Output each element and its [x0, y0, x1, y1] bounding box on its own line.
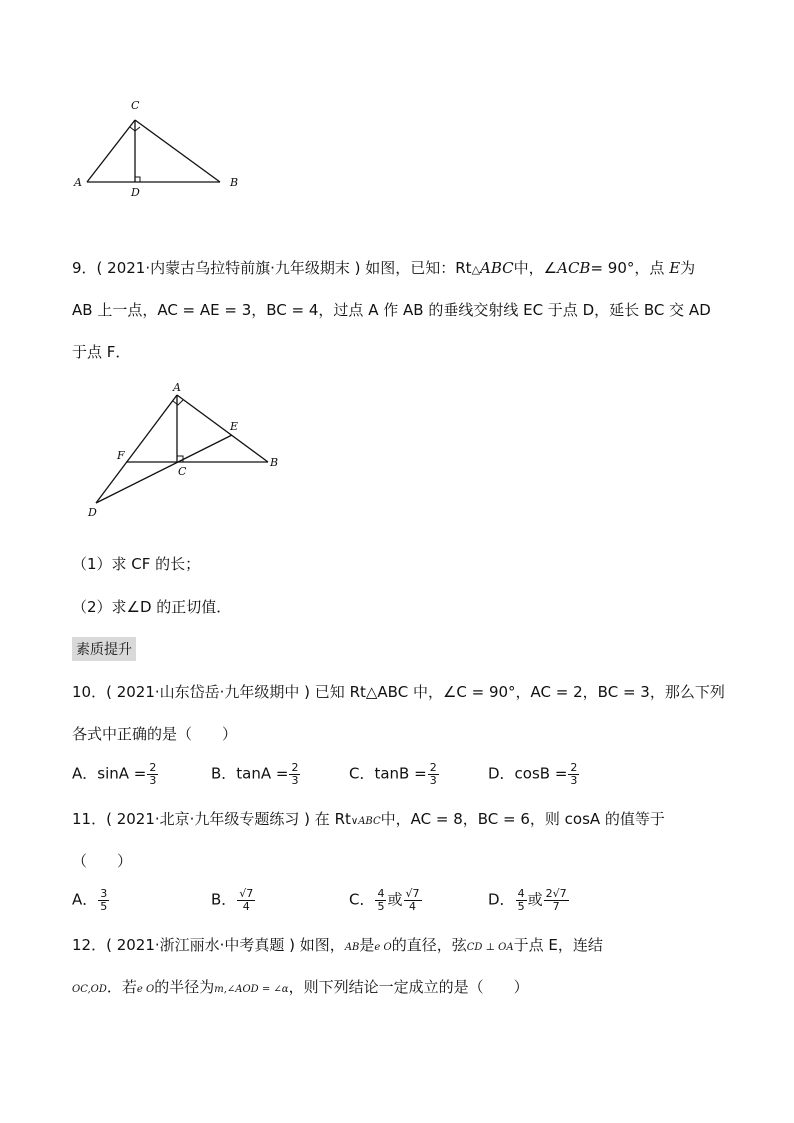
label-c: C — [131, 99, 140, 112]
q12-line1-pre: 12．( 2021·浙江丽水·中考真题 ) 如图， — [72, 936, 345, 954]
fraction-numerator: 2 — [570, 761, 578, 774]
fraction-denominator: 3 — [570, 773, 578, 787]
q10-line2: 各式中正确的是（ ） — [72, 725, 238, 743]
fraction-denominator: 4 — [242, 899, 250, 913]
label-b: B — [230, 176, 239, 189]
q9-line1-end: 为 — [680, 259, 696, 277]
figure-triangle-altitude — [70, 95, 270, 205]
q10-option-c[interactable] — [349, 762, 440, 786]
q9-line1-mid: 中，∠ — [513, 259, 558, 277]
fraction — [375, 888, 386, 912]
q11-option-d[interactable] — [488, 888, 570, 912]
option-label: D． — [488, 890, 515, 909]
side-cb — [135, 120, 220, 182]
fraction — [544, 888, 569, 912]
q9-triangle-symbol: △ — [471, 263, 481, 276]
label-d: D — [131, 186, 140, 199]
q12-oc-od: OC,OD — [72, 984, 107, 995]
q12-ab: AB — [344, 942, 360, 953]
q12-m-aod: m,∠AOD = ∠α — [214, 984, 289, 995]
fraction-denominator: 3 — [291, 773, 299, 787]
q11-line1-post: 中，AC = 8，BC = 6，则 cosA 的值等于 — [380, 810, 665, 828]
fraction-denominator: 5 — [100, 899, 108, 913]
option-label: A． — [72, 890, 98, 909]
fraction — [237, 888, 255, 912]
q10-option-b[interactable] — [211, 762, 301, 786]
fraction-denominator: 7 — [552, 899, 560, 913]
q10-option-d[interactable] — [488, 762, 580, 786]
q12-line2-mid1: ．若 — [106, 978, 137, 996]
right-angle-mark-d — [135, 177, 140, 182]
fraction-numerator: 2 — [291, 761, 299, 774]
side-ac — [87, 120, 135, 182]
q12-line1-mid1: 是 — [359, 936, 375, 954]
q11-option-a[interactable] — [72, 888, 110, 912]
q12-line1-mid2: 的直径，弦 — [391, 936, 467, 954]
fraction-denominator: 5 — [377, 899, 385, 913]
label-a: A — [74, 176, 82, 189]
fraction — [568, 762, 579, 786]
section-tag: 素质提升 — [72, 637, 136, 661]
q11-line2: （ ） — [72, 852, 133, 870]
option-label: B．tanA = — [211, 764, 289, 783]
fraction-numerator: 4 — [377, 887, 385, 900]
fraction — [98, 888, 109, 912]
side-ab — [177, 395, 268, 462]
q12-line2-end: ，则下列结论一定成立的是（ ） — [288, 978, 529, 996]
or-word: 或 — [387, 890, 403, 909]
q9-line3: 于点 F． — [72, 343, 131, 361]
right-angle-mark-a — [173, 400, 183, 405]
label-b: B — [270, 456, 279, 469]
fraction-numerator: 2 — [429, 761, 437, 774]
q12-line2-mid2: 的半径为 — [154, 978, 215, 996]
fraction-numerator: √7 — [239, 887, 254, 900]
q12-line1-end: 于点 E，连结 — [513, 936, 603, 954]
q11-line1-pre: 11．( 2021·北京·九年级专题练习 ) 在 Rt — [72, 810, 351, 828]
q12-circle-o-2: e O — [136, 984, 155, 995]
fraction — [428, 762, 439, 786]
q12-circle-o: e O — [374, 942, 392, 953]
fraction-numerator: 2√7 — [545, 887, 567, 900]
q9-abc: ABC — [480, 259, 514, 277]
fraction-denominator: 4 — [409, 899, 416, 913]
fraction-numerator: 4 — [517, 887, 525, 900]
fraction — [516, 888, 527, 912]
q9-acb: ACB — [557, 259, 591, 277]
q10-option-a[interactable] — [72, 762, 159, 786]
q9-line1-val: = 90°，点 — [590, 259, 665, 277]
q9-line2: AB 上一点，AC = AE = 3，BC = 4，过点 A 作 AB 的垂线交射线 EC 于点 D，延长 BC 交 AD — [72, 301, 711, 319]
option-label: D．cosB = — [488, 764, 568, 783]
figure-question-9 — [82, 380, 292, 520]
fraction-denominator: 5 — [517, 899, 525, 913]
label-f: F — [117, 449, 125, 462]
fraction — [289, 762, 300, 786]
fraction — [147, 762, 158, 786]
q12-line1 — [72, 934, 603, 955]
option-label: C． — [349, 890, 375, 909]
q11-line1 — [72, 808, 665, 829]
q11-option-b[interactable] — [211, 888, 256, 912]
fraction-numerator: √7 — [405, 887, 420, 900]
ray-ed — [96, 435, 232, 503]
q11-option-c[interactable] — [349, 888, 423, 912]
label-d: D — [88, 506, 97, 519]
q9-line1 — [72, 257, 695, 278]
label-c: C — [178, 465, 187, 478]
or-word: 或 — [527, 890, 543, 909]
fraction — [404, 888, 422, 912]
q11-triangle-abc: ∨ABC — [350, 816, 381, 827]
label-a: A — [173, 381, 181, 394]
q9-part1: （1）求 CF 的长； — [72, 555, 201, 573]
fraction-denominator: 3 — [429, 773, 437, 787]
q9-part2: （2）求∠D 的正切值． — [72, 598, 232, 616]
option-label: B． — [211, 890, 237, 909]
option-label: C．tanB = — [349, 764, 427, 783]
q10-line1: 10．( 2021·山东岱岳·九年级期中 ) 已知 Rt△ABC 中，∠C = 90°，AC = 2，BC = 3，那么下列 — [72, 683, 725, 701]
q9-line1-pre: 9．( 2021·内蒙古乌拉特前旗·九年级期末 ) 如图，已知：Rt — [72, 259, 472, 277]
fraction-numerator: 3 — [100, 887, 108, 900]
fraction-numerator: 2 — [149, 761, 157, 774]
line-ad — [96, 395, 177, 503]
fraction-denominator: 3 — [149, 773, 157, 787]
option-label: A．sinA = — [72, 764, 147, 783]
q9-e: E — [669, 259, 681, 277]
q12-cd-perp-oa: CD ⊥ OA — [466, 942, 514, 953]
q12-line2 — [72, 976, 529, 997]
label-e: E — [230, 420, 239, 433]
